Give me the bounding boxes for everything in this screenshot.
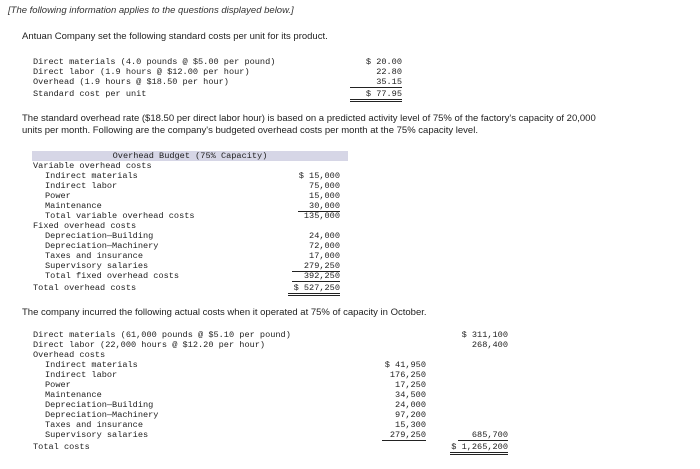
actual-intro-text: The company incurred the following actual costs when it operated at 75% of capacity in October. (22, 307, 427, 318)
actual-oh-value-3: 34,500 (395, 390, 426, 400)
budget-fixed-label-0: Depreciation—Building (45, 231, 154, 241)
budget-fixed-value-3: 279,250 (292, 261, 340, 272)
std-value-total: $ 77.95 (350, 89, 402, 102)
actual-oh-label-0: Indirect materials (45, 360, 138, 370)
actual-oh-label-4: Depreciation—Building (45, 400, 154, 410)
std-value-overhead: 35.15 (350, 77, 402, 88)
budget-total-fixed-value: 392,250 (292, 271, 340, 282)
budget-title-bar (32, 151, 348, 161)
budget-total-variable-label: Total variable overhead costs (45, 211, 195, 221)
std-label-overhead: Overhead (1.9 hours @ $18.50 per hour) (33, 77, 229, 87)
budget-var-value-2: 15,000 (309, 191, 340, 201)
std-label-total: Standard cost per unit (33, 89, 147, 99)
std-value-materials: $ 20.00 (365, 57, 402, 67)
budget-fixed-value-0: 24,000 (309, 231, 340, 241)
header-bar (0, 0, 700, 24)
actual-oh-label-3: Maintenance (45, 390, 102, 400)
actual-oh-value-7: 279,250 (382, 430, 426, 441)
budget-fixed-label-2: Taxes and insurance (45, 251, 143, 261)
actual-oh-value-4: 24,000 (395, 400, 426, 410)
budget-title: Overhead Budget (75% Capacity) (112, 151, 268, 161)
budget-var-value-0: $ 15,000 (298, 171, 340, 181)
budget-total-fixed-label: Total fixed overhead costs (45, 271, 180, 281)
actual-overhead-total: 685,700 (458, 430, 508, 441)
actual-oh-label-6: Taxes and insurance (45, 420, 143, 430)
budget-fixed-value-2: 17,000 (309, 251, 340, 261)
actual-materials-label: Direct materials (61,000 pounds @ $5.10 per pound) (33, 330, 291, 340)
budget-total-variable-value: 135,000 (303, 211, 340, 221)
std-label-labor: Direct labor (1.9 hours @ $12.00 per hour) (33, 67, 250, 77)
budget-var-label-2: Power (45, 191, 71, 201)
budget-var-value-1: 75,000 (309, 181, 340, 191)
budget-var-label-3: Maintenance (45, 201, 102, 211)
budget-total-overhead-label: Total overhead costs (33, 283, 137, 293)
actual-total-costs-label: Total costs (33, 442, 90, 452)
actual-total-costs-value: $ 1,265,200 (450, 442, 508, 455)
budget-variable-header: Variable overhead costs (33, 161, 152, 171)
actual-oh-value-6: 15,300 (395, 420, 426, 430)
budget-var-label-0: Indirect materials (45, 171, 138, 181)
budget-fixed-label-1: Depreciation—Machinery (45, 241, 159, 251)
overhead-paragraph-line1: The standard overhead rate ($18.50 per direct labor hour) is based on a predicted activity level of 75% of the factory's capacity of 20,000 (22, 113, 596, 124)
actual-oh-value-1: 176,250 (389, 370, 426, 380)
budget-fixed-label-3: Supervisory salaries (45, 261, 149, 271)
actual-labor-label: Direct labor (22,000 hours @ $12.20 per hour) (33, 340, 266, 350)
actual-oh-label-1: Indirect labor (45, 370, 118, 380)
overhead-paragraph-line2: units per month. Following are the company's budgeted overhead costs per month at the 75% capacity level. (22, 125, 478, 136)
std-value-labor: 22.80 (376, 67, 402, 77)
intro-text: Antuan Company set the following standard costs per unit for its product. (22, 31, 328, 42)
header-note: [The following information applies to the questions displayed below.] (8, 5, 294, 16)
budget-fixed-value-1: 72,000 (309, 241, 340, 251)
actual-oh-value-5: 97,200 (395, 410, 426, 420)
budget-total-overhead-value: $ 527,250 (288, 283, 340, 296)
actual-oh-label-7: Supervisory salaries (45, 430, 149, 440)
actual-oh-label-2: Power (45, 380, 71, 390)
actual-oh-value-0: $ 41,950 (384, 360, 426, 370)
budget-var-label-1: Indirect labor (45, 181, 118, 191)
budget-fixed-header: Fixed overhead costs (33, 221, 137, 231)
actual-oh-label-5: Depreciation—Machinery (45, 410, 159, 420)
actual-materials-value: $ 311,100 (461, 330, 508, 340)
std-label-materials: Direct materials (4.0 pounds @ $5.00 per pound) (33, 57, 276, 67)
actual-overhead-header: Overhead costs (33, 350, 106, 360)
actual-oh-value-2: 17,250 (395, 380, 426, 390)
actual-labor-value: 268,400 (471, 340, 508, 350)
budget-var-value-3: 30,000 (298, 201, 340, 212)
